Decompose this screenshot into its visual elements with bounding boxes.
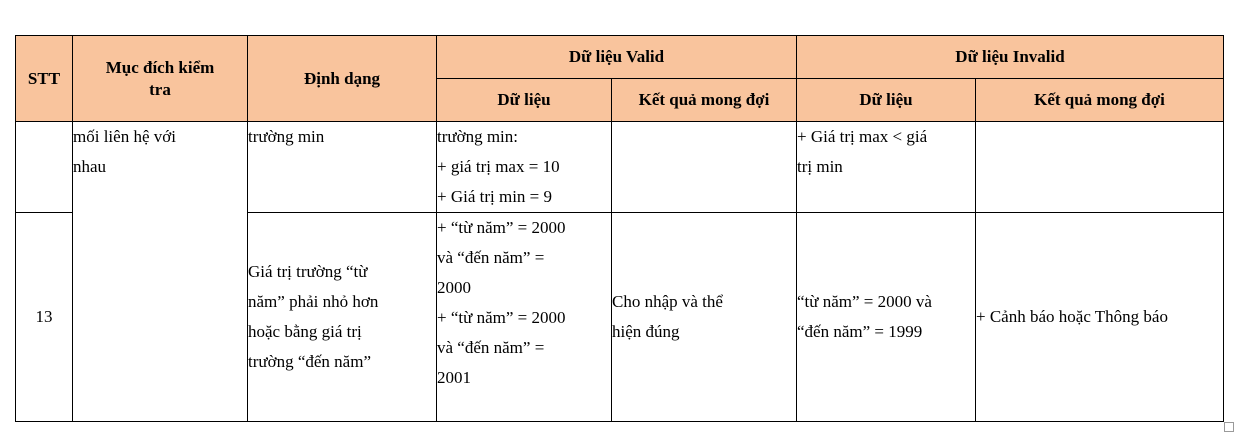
cell-purpose-line: mối liên hệ với [73,127,176,146]
cell-valid-expected-line: Cho nhập và thể [612,292,723,311]
cell-valid-data-line: và “đến năm” = [437,248,545,267]
cell-invalid-data-line: + Giá trị max < giá [797,127,928,146]
header-invalid-group: Dữ liệu Invalid [797,36,1224,79]
cell-valid-expected-line: hiện đúng [612,322,680,341]
cell-valid-data-line: và “đến năm” = [437,338,545,357]
test-case-table [15,35,1224,422]
cell-invalid-data-line: “từ năm” = 2000 và [797,292,932,311]
cell-valid-data-line: + giá trị max = 10 [437,157,560,176]
header-row-group [16,36,1224,79]
header-format: Định dạng [248,36,437,122]
header-valid-expected: Kết quả mong đợi [612,79,797,122]
header-stt: STT [16,36,73,122]
cell-purpose [73,122,248,422]
cell-valid-data [437,122,612,213]
cell-valid-data [437,213,612,422]
cell-valid-data-line: + “từ năm” = 2000 [437,218,566,237]
cell-stt [16,122,73,213]
cell-invalid-data-line: “đến năm” = 1999 [797,322,923,341]
table-row [16,122,1224,213]
cell-valid-data-line: trường min: [437,127,519,146]
cell-valid-data-line: 2000 [437,278,471,297]
cell-stt: 13 [16,213,73,422]
cell-valid-data-line: + “từ năm” = 2000 [437,308,566,327]
table-resize-handle[interactable] [1224,422,1234,432]
header-purpose-label: Mục đích kiểm tra [105,57,215,99]
cell-valid-expected [612,213,797,422]
cell-invalid-expected [976,213,1224,422]
cell-invalid-expected-line: + Cảnh báo hoặc Thông báo [976,307,1168,326]
cell-format-line: năm” phải nhỏ hơn [248,292,379,311]
header-invalid-expected: Kết quả mong đợi [976,79,1224,122]
cell-format-line: Giá trị trường “từ [248,262,368,281]
cell-format [248,122,437,213]
header-invalid-data: Dữ liệu [797,79,976,122]
cell-invalid-data-line: trị min [797,157,843,176]
cell-invalid-data [797,122,976,213]
cell-purpose-line: nhau [73,157,107,176]
cell-valid-expected [612,122,797,213]
cell-invalid-expected [976,122,1224,213]
cell-valid-data-line: + Giá trị min = 9 [437,187,553,206]
cell-format-line: hoặc bằng giá trị [248,322,362,341]
cell-invalid-data [797,213,976,422]
cell-format-line: trường “đến năm” [248,352,371,371]
header-valid-data: Dữ liệu [437,79,612,122]
header-valid-group: Dữ liệu Valid [437,36,797,79]
cell-format [248,213,437,422]
cell-format-line: trường min [248,127,325,146]
cell-valid-data-line: 2001 [437,368,471,387]
header-purpose [73,36,248,122]
